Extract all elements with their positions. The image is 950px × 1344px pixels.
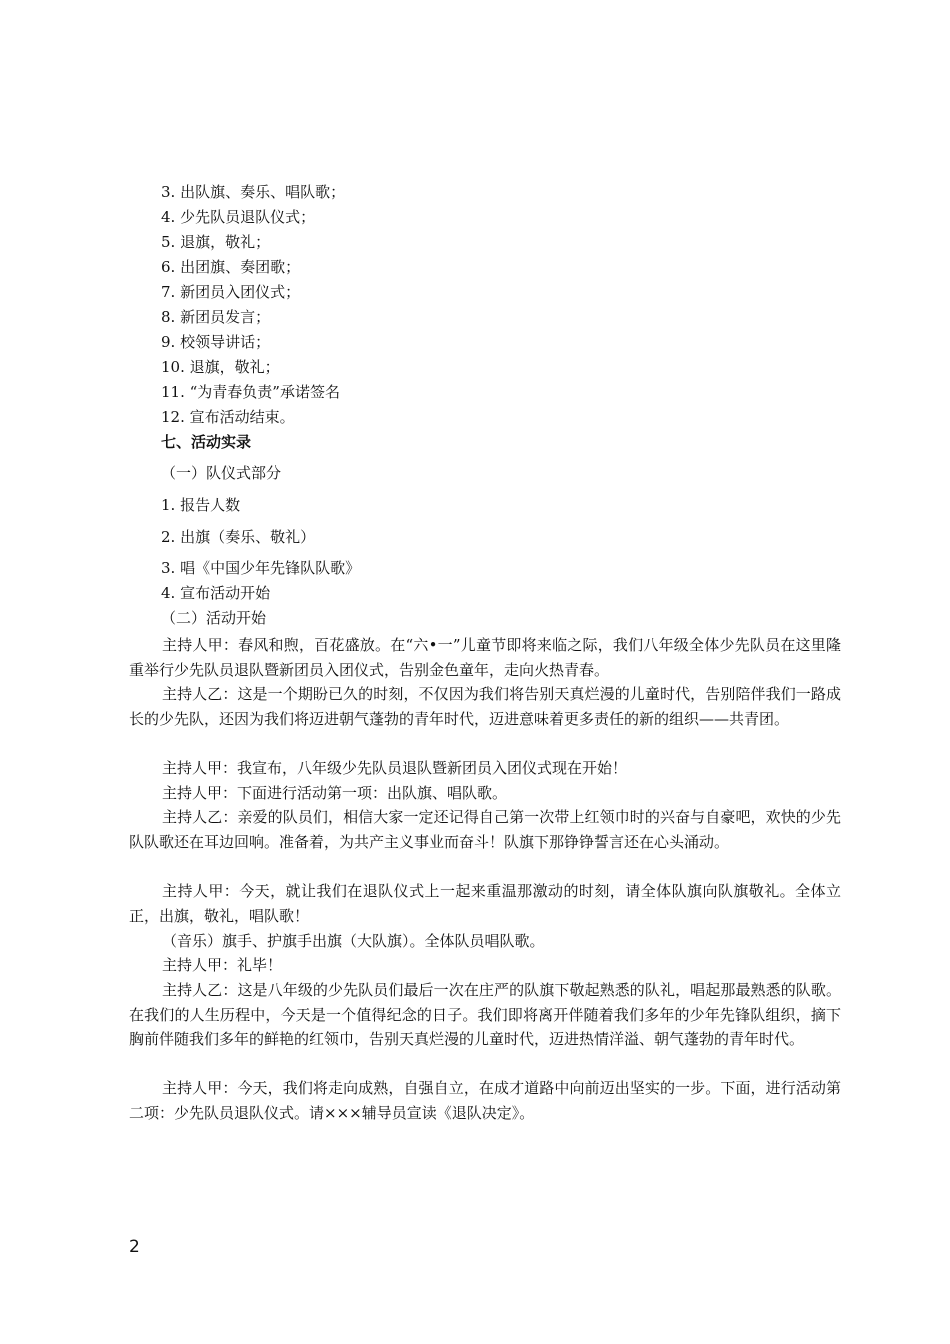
agenda-item: 9. 校领导讲话； bbox=[161, 333, 271, 351]
ceremony-item: 1. 报告人数 bbox=[161, 496, 241, 514]
section-heading: 七、活动实录 bbox=[161, 433, 252, 451]
agenda-item: 6. 出团旗、奏团歌； bbox=[161, 258, 301, 276]
body-paragraph: 主持人乙：这是一个期盼已久的时刻，不仅因为我们将告别天真烂漫的儿童时代，告别陪伴我们一路成长的少先队，还因为我们将迈进朝气蓬勃的青年时代，迈进意味着更多责任的新的组织——共青团。 bbox=[129, 685, 841, 728]
subsection-title: （一）队仪式部分 bbox=[161, 464, 282, 482]
agenda-item: 11. “为青春负责”承诺签名 bbox=[161, 383, 340, 401]
agenda-item: 3. 出队旗、奏乐、唱队歌； bbox=[161, 183, 346, 201]
agenda-item: 10. 退旗，敬礼； bbox=[161, 358, 280, 376]
body-paragraph: 主持人甲：下面进行活动第一项：出队旗、唱队歌。 bbox=[162, 784, 508, 802]
body-paragraph: 主持人甲：我宣布，八年级少先队员退队暨新团员入团仪式现在开始！ bbox=[162, 759, 628, 777]
page-number: 2 bbox=[129, 1237, 140, 1257]
body-paragraph: 主持人甲：今天，就让我们在退队仪式上一起来重温那激动的时刻，请全体队旗向队旗敬礼。全体立正，出旗，敬礼，唱队歌！ bbox=[129, 882, 841, 925]
agenda-item: 8. 新团员发言； bbox=[161, 308, 271, 326]
ceremony-item: 2. 出旗（奏乐、敬礼） bbox=[161, 528, 316, 546]
subsection-title: （二）活动开始 bbox=[161, 609, 267, 627]
body-paragraph: 主持人乙：这是八年级的少先队员们最后一次在庄严的队旗下敬起熟悉的队礼，唱起那最熟悉的队歌。在我们的人生历程中，今天是一个值得纪念的日子。我们即将离开伴随着我们多年的少年先锋队组织，摘下胸前伴随我们多年的鲜艳的红领巾，告别天真烂漫的儿童时代，迈进热情洋溢、朝气蓬勃的青年时代。 bbox=[129, 981, 841, 1048]
body-paragraph: 主持人甲：今天，我们将走向成熟，自强自立，在成才道路中向前迈出坚实的一步。下面，进行活动第二项：少先队员退队仪式。请×××辅导员宣读《退队决定》。 bbox=[129, 1079, 841, 1122]
agenda-item: 7. 新团员入团仪式； bbox=[161, 283, 301, 301]
agenda-item: 12. 宣布活动结束。 bbox=[161, 408, 295, 426]
body-paragraph: 主持人乙：亲爱的队员们，相信大家一定还记得自己第一次带上红领巾时的兴奋与自豪吧，欢快的少先队队歌还在耳边回响。准备着，为共产主义事业而奋斗！队旗下那铮铮誓言还在心头涌动。 bbox=[129, 808, 841, 851]
ceremony-item: 4. 宣布活动开始 bbox=[161, 584, 271, 602]
ceremony-item: 3. 唱《中国少年先锋队队歌》 bbox=[161, 559, 361, 577]
body-paragraph: 主持人甲：礼毕！ bbox=[162, 956, 283, 974]
body-paragraph: 主持人甲：春风和煦，百花盛放。在“六•一”儿童节即将来临之际，我们八年级全体少先队员在这里隆重举行少先队员退队暨新团员入团仪式，告别金色童年，走向火热青春。 bbox=[129, 636, 841, 679]
agenda-item: 5. 退旗，敬礼； bbox=[161, 233, 271, 251]
body-paragraph: （音乐）旗手、护旗手出旗（大队旗）。全体队员唱队歌。 bbox=[162, 932, 545, 950]
agenda-item: 4. 少先队员退队仪式； bbox=[161, 208, 316, 226]
